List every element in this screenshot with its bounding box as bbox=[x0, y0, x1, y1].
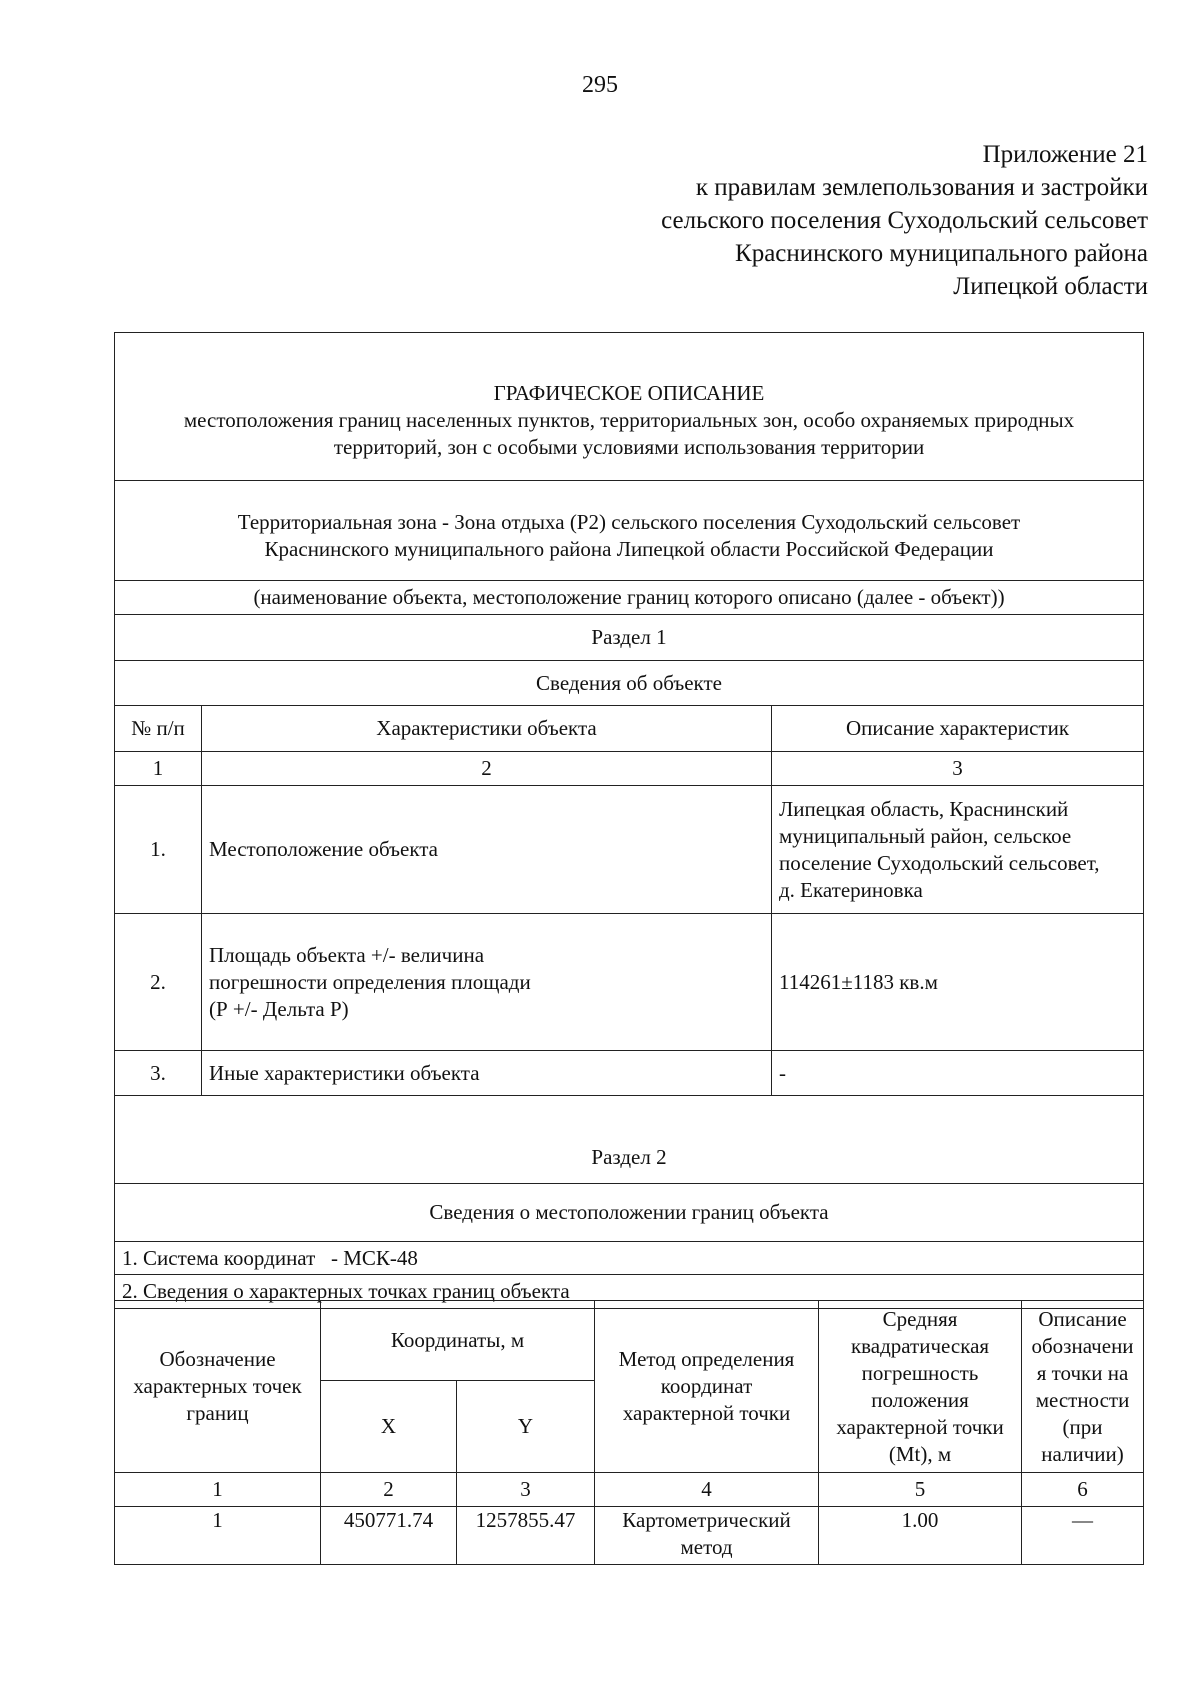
x-value: 450771.74 bbox=[321, 1507, 457, 1565]
error-value: 1.00 bbox=[819, 1507, 1022, 1565]
boundary-points-table bbox=[114, 1300, 1144, 1565]
coordinates-header: Координаты, м bbox=[321, 1301, 595, 1381]
method-value bbox=[595, 1507, 819, 1565]
header-text: Средняя bbox=[882, 1306, 958, 1331]
column-number: 1 bbox=[115, 752, 202, 786]
description-text: - bbox=[779, 1060, 786, 1085]
description-cell bbox=[772, 786, 1144, 914]
designation-header bbox=[115, 1301, 321, 1473]
header-text: границ bbox=[186, 1401, 249, 1425]
header-text: обозначени bbox=[1031, 1333, 1134, 1358]
appendix-line: Приложение 21 bbox=[982, 141, 1148, 168]
description-text: д. Екатериновка bbox=[779, 877, 923, 902]
y-value: 1257855.47 bbox=[457, 1507, 595, 1565]
error-header bbox=[819, 1301, 1022, 1473]
header-text: я точки на bbox=[1036, 1360, 1129, 1385]
row-number: 3. bbox=[115, 1051, 202, 1096]
appendix-line: Краснинского муниципального района bbox=[735, 240, 1148, 267]
section1-subtitle: Сведения об объекте bbox=[115, 661, 1144, 706]
table-row bbox=[115, 914, 1144, 1051]
column-header: Характеристики объекта bbox=[202, 706, 772, 752]
object-name-cell bbox=[115, 481, 1144, 581]
y-header: Y bbox=[457, 1381, 595, 1473]
header-text: (при bbox=[1062, 1414, 1103, 1439]
characteristic-text: Местоположение объекта bbox=[209, 837, 439, 861]
header-text: характерных точек bbox=[133, 1374, 302, 1398]
column-number: 6 bbox=[1022, 1473, 1144, 1507]
description-text: 114261±1183 кв.м bbox=[779, 969, 938, 994]
column-header: Описание характеристик bbox=[772, 706, 1144, 752]
characteristic-text: (Р +/- Дельта Р) bbox=[209, 996, 349, 1021]
method-text: метод bbox=[680, 1535, 733, 1559]
characteristic-text: Площадь объекта +/- величина bbox=[209, 942, 485, 967]
header-text: погрешность bbox=[861, 1360, 979, 1385]
characteristic-text: погрешности определения площади bbox=[209, 969, 531, 994]
characteristic-cell bbox=[202, 914, 772, 1051]
header-text: характерной точки bbox=[836, 1414, 1004, 1439]
note-header bbox=[1022, 1301, 1144, 1473]
table-row bbox=[115, 1051, 1144, 1096]
section2-title: Раздел 2 bbox=[115, 1096, 1144, 1184]
description-cell bbox=[772, 1051, 1144, 1096]
header-text: характерной точки bbox=[622, 1401, 791, 1425]
characteristic-cell bbox=[202, 1051, 772, 1096]
page-number: 295 bbox=[582, 72, 618, 98]
table-row bbox=[115, 1507, 1144, 1565]
section2-subtitle: Сведения о местоположении границ объекта bbox=[115, 1184, 1144, 1242]
document-title-cell bbox=[115, 333, 1144, 481]
row-number: 1. bbox=[115, 786, 202, 914]
column-number: 2 bbox=[321, 1473, 457, 1507]
column-number: 5 bbox=[819, 1473, 1022, 1507]
object-name: Краснинского муниципального района Липецкой области Российской Федерации bbox=[264, 536, 994, 561]
row-number: 2. bbox=[115, 914, 202, 1051]
object-name: Территориальная зона - Зона отдыха (Р2) сельского поселения Суходольский сельсовет bbox=[237, 509, 1021, 534]
header-text: местности bbox=[1035, 1387, 1130, 1412]
header-text: квадратическая bbox=[850, 1333, 990, 1358]
document-title: ГРАФИЧЕСКОЕ ОПИСАНИЕ bbox=[493, 381, 765, 405]
appendix-line: сельского поселения Суходольский сельсовет bbox=[661, 207, 1148, 234]
points-section-title: 2. Сведения о характерных точках границ объекта bbox=[115, 1275, 1144, 1309]
x-header: X bbox=[321, 1381, 457, 1473]
section1-title: Раздел 1 bbox=[115, 615, 1144, 661]
method-text: Картометрический bbox=[622, 1508, 791, 1532]
header-text: положения bbox=[871, 1387, 969, 1412]
header-text: Обозначение bbox=[159, 1347, 276, 1371]
appendix-line: к правилам землепользования и застройки bbox=[695, 174, 1148, 201]
note-value: — bbox=[1022, 1507, 1144, 1565]
column-number: 1 bbox=[115, 1473, 321, 1507]
graphic-description-table bbox=[114, 332, 1144, 1309]
header-text: наличии) bbox=[1041, 1441, 1124, 1466]
column-number: 3 bbox=[457, 1473, 595, 1507]
appendix-header bbox=[661, 138, 1148, 303]
document-subtitle: местоположения границ населенных пунктов, территориальных зон, особо охраняемых природных bbox=[183, 408, 1075, 432]
description-text: поселение Суходольский сельсовет, bbox=[779, 850, 1100, 875]
method-header bbox=[595, 1301, 819, 1473]
point-number: 1 bbox=[115, 1507, 321, 1565]
document-subtitle: территорий, зон с особыми условиями использования территории bbox=[333, 435, 925, 459]
appendix-line: Липецкой области bbox=[953, 273, 1148, 300]
header-text: (Mt), м bbox=[888, 1441, 952, 1466]
description-cell bbox=[772, 914, 1144, 1051]
column-number: 2 bbox=[202, 752, 772, 786]
column-number: 4 bbox=[595, 1473, 819, 1507]
description-text: муниципальный район, сельское bbox=[779, 823, 1072, 848]
object-caption: (наименование объекта, местоположение границ которого описано (далее - объект)) bbox=[115, 581, 1144, 615]
characteristic-text: Иные характеристики объекта bbox=[209, 1060, 480, 1085]
column-header: № п/п bbox=[115, 706, 202, 752]
header-text: координат bbox=[660, 1374, 753, 1398]
table-row bbox=[115, 786, 1144, 914]
header-text: Описание bbox=[1038, 1306, 1127, 1331]
description-text: Липецкая область, Краснинский bbox=[779, 796, 1069, 821]
header-text: Метод определения bbox=[618, 1347, 795, 1371]
coordinate-system: 1. Система координат - МСК-48 bbox=[115, 1242, 1144, 1275]
column-number: 3 bbox=[772, 752, 1144, 786]
characteristic-cell bbox=[202, 786, 772, 914]
